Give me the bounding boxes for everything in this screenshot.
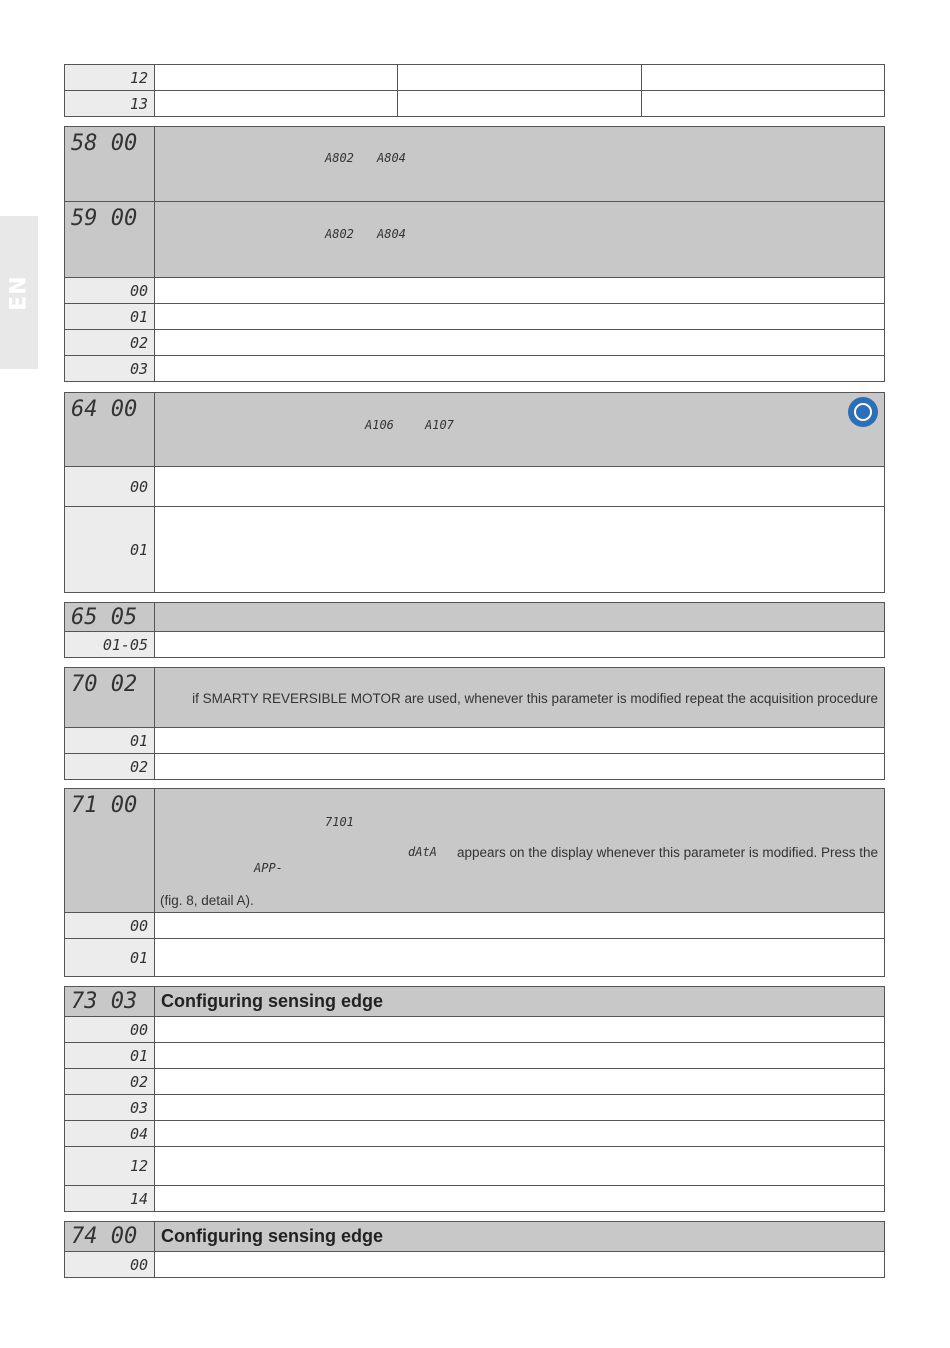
- table-row: [65, 467, 885, 507]
- table-param-73: [64, 986, 885, 1212]
- table-row: [65, 632, 885, 658]
- option-code: 02: [65, 1069, 155, 1095]
- param-58-header: [65, 127, 885, 202]
- app-settings-icon: [848, 397, 878, 427]
- language-label: EN: [6, 274, 32, 311]
- option-code: 03: [65, 1095, 155, 1121]
- param-code: 59 00: [65, 202, 155, 278]
- section-title: Configuring sensing edge: [155, 1222, 885, 1252]
- param-74-header: [65, 1222, 885, 1252]
- display-ref: 7101: [325, 815, 354, 829]
- table-row: [65, 507, 885, 593]
- table-row: [65, 913, 885, 939]
- table-row: [65, 1017, 885, 1043]
- table-row: [65, 1043, 885, 1069]
- display-ref: A804: [377, 151, 406, 165]
- display-ref: A106: [365, 418, 394, 432]
- param-59-header: [65, 202, 885, 278]
- option-code: 13: [65, 91, 155, 117]
- param-64-header: [65, 393, 885, 467]
- table-row: [65, 939, 885, 977]
- option-code: 04: [65, 1121, 155, 1147]
- table-param-74: [64, 1221, 885, 1278]
- table-row: [65, 1069, 885, 1095]
- param-code: 70 02: [65, 668, 155, 728]
- table-param-71: [64, 788, 885, 977]
- option-code: 12: [65, 1147, 155, 1186]
- option-code: 01: [65, 728, 155, 754]
- param-code: 65 05: [65, 603, 155, 632]
- param-65-header: [65, 603, 885, 632]
- table-row: [65, 65, 885, 91]
- table-param-58-59: [64, 126, 885, 382]
- display-ref: A802: [325, 227, 354, 241]
- display-ref: A804: [377, 227, 406, 241]
- param-code: 64 00: [65, 393, 155, 467]
- option-code: 00: [65, 1017, 155, 1043]
- param-code: 71 00: [65, 789, 155, 913]
- table-row: [65, 278, 885, 304]
- option-code: 01: [65, 939, 155, 977]
- table-row: [65, 1186, 885, 1212]
- language-tab: [0, 216, 38, 369]
- param-71-header: [65, 789, 885, 913]
- option-code: 02: [65, 754, 155, 780]
- table-param-64: [64, 392, 885, 593]
- option-code: 01-05: [65, 632, 155, 658]
- table-row: [65, 1095, 885, 1121]
- option-code: 02: [65, 330, 155, 356]
- table-row: [65, 1147, 885, 1186]
- option-code: 14: [65, 1186, 155, 1212]
- display-ref: A107: [425, 418, 454, 432]
- option-code: 12: [65, 65, 155, 91]
- option-code: 00: [65, 278, 155, 304]
- table-row: [65, 304, 885, 330]
- param-73-header: [65, 987, 885, 1017]
- param-code: 74 00: [65, 1222, 155, 1252]
- option-code: 00: [65, 913, 155, 939]
- display-ref: A802: [325, 151, 354, 165]
- table-param-70: [64, 667, 885, 780]
- table-row: [65, 728, 885, 754]
- table-top: [64, 64, 885, 117]
- option-code: 00: [65, 1252, 155, 1278]
- table-row: [65, 1252, 885, 1278]
- table-row: [65, 1121, 885, 1147]
- option-code: 00: [65, 467, 155, 507]
- table-row: [65, 91, 885, 117]
- section-title: Configuring sensing edge: [155, 987, 885, 1017]
- table-row: [65, 330, 885, 356]
- display-word: dAtA: [408, 845, 437, 859]
- option-code: 01: [65, 507, 155, 593]
- note-text: appears on the display whenever this parameter is modified. Press the: [457, 845, 878, 860]
- param-code: 58 00: [65, 127, 155, 202]
- display-word: APP-: [254, 861, 283, 875]
- table-row: [65, 356, 885, 382]
- param-code: 73 03: [65, 987, 155, 1017]
- figure-reference: (fig. 8, detail A).: [160, 893, 254, 908]
- table-param-65: [64, 602, 885, 658]
- option-code: 01: [65, 1043, 155, 1069]
- param-70-header: [65, 668, 885, 728]
- option-code: 01: [65, 304, 155, 330]
- table-row: [65, 754, 885, 780]
- option-code: 03: [65, 356, 155, 382]
- note-text: if SMARTY REVERSIBLE MOTOR are used, whenever this parameter is modified repeat the acquisition procedure: [192, 691, 878, 706]
